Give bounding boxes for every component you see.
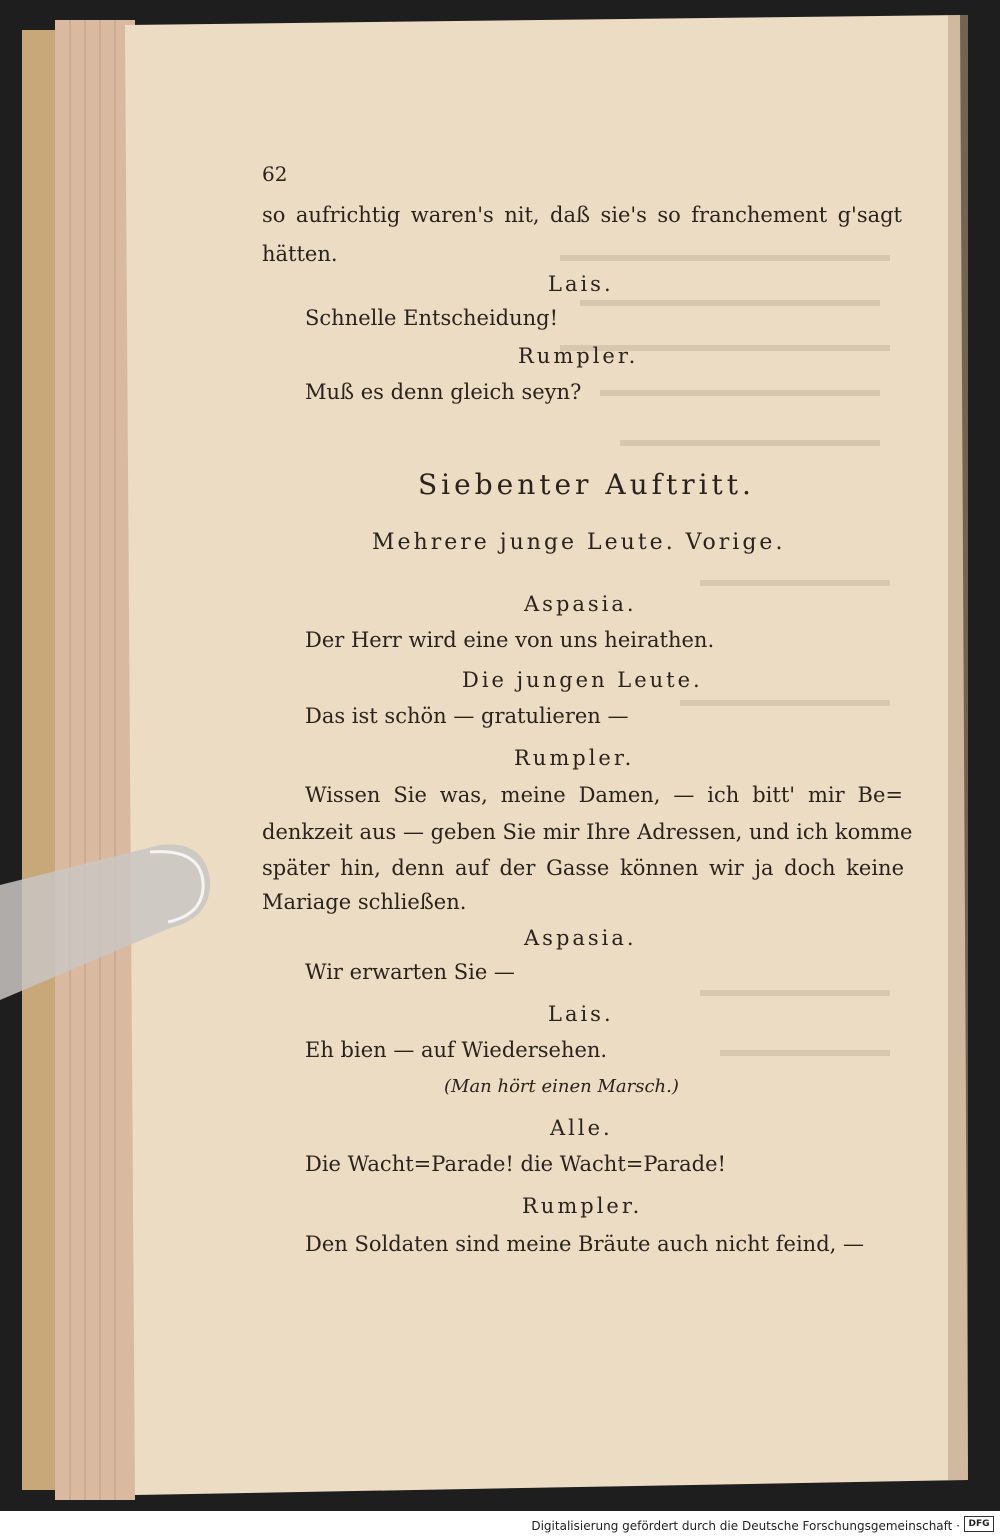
speaker-name: Rumpler. <box>522 1194 643 1218</box>
speaker-name: Aspasia. <box>524 592 637 616</box>
footer-bar <box>0 1511 1000 1539</box>
speaker-name: Alle. <box>550 1116 613 1140</box>
speaker-name: Rumpler. <box>514 746 635 770</box>
bookmark-clip <box>0 830 220 1010</box>
scene-heading: Siebenter Auftritt. <box>418 468 755 501</box>
speaker-name: Lais. <box>548 272 614 296</box>
speaker-name: Die jungen Leute. <box>462 668 703 692</box>
dfg-logo: DFG <box>964 1516 994 1532</box>
speaker-name: Lais. <box>548 1002 614 1026</box>
text-line: hätten. <box>262 242 338 266</box>
speaker-name: Rumpler. <box>518 344 639 368</box>
text-line: Die Wacht=Parade! die Wacht=Parade! <box>305 1152 726 1176</box>
text-line: Muß es denn gleich seyn? <box>305 380 582 404</box>
text-line: so aufrichtig waren's nit, daß sie's so franchement g'sagt <box>262 203 902 227</box>
speaker-name: Aspasia. <box>524 926 637 950</box>
text-line: Der Herr wird eine von uns heirathen. <box>305 628 715 652</box>
text-line: Schnelle Entscheidung! <box>305 306 559 330</box>
text-line: Eh bien — auf Wiedersehen. <box>305 1038 608 1062</box>
text-line: Das ist schön — gratulieren — <box>305 704 629 728</box>
scene-characters: Mehrere junge Leute. Vorige. <box>372 530 786 555</box>
text-line: denkzeit aus — geben Sie mir Ihre Adressen, und ich komme <box>262 820 913 844</box>
digitization-credit: Digitalisierung gefördert durch die Deutsche Forschungsgemeinschaft · <box>531 1519 960 1533</box>
text-line: Wir erwarten Sie — <box>305 960 515 984</box>
text-line: Mariage schließen. <box>262 890 467 914</box>
text-line: später hin, denn auf der Gasse können wir ja doch keine <box>262 856 904 880</box>
text-line: Den Soldaten sind meine Bräute auch nicht feind, — <box>305 1232 865 1256</box>
text-line: Wissen Sie was, meine Damen, — ich bitt' mir Be= <box>305 783 903 807</box>
stage-direction: (Man hört einen Marsch.) <box>444 1076 679 1097</box>
page-number: 62 <box>262 162 288 186</box>
